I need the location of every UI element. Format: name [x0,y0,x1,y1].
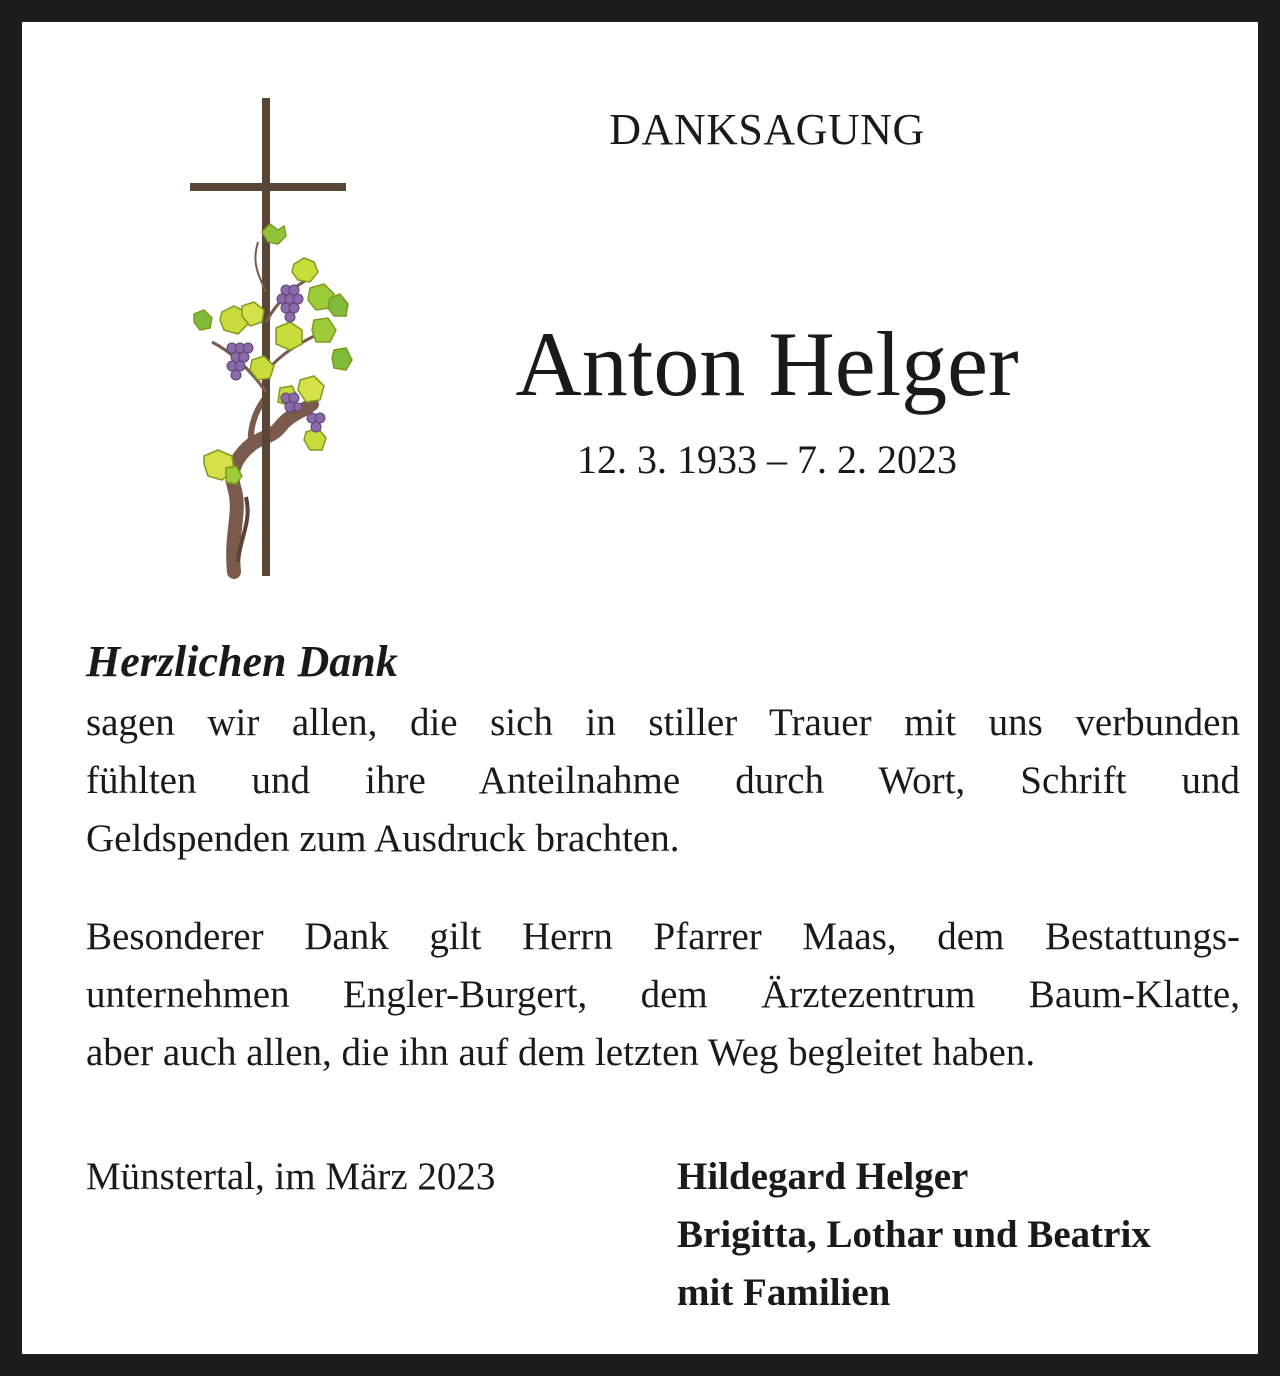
paragraph-line: aber auch allen, die ihn auf dem letzten Weg begleitet haben. [86,1031,1036,1074]
signer-line: mit Familien [677,1271,891,1314]
special-thanks-paragraph [86,908,1240,1082]
thanks-title: Herzlichen Dank [86,637,398,686]
place-and-date: Münstertal, im März 2023 [86,1155,496,1198]
signers-block [677,1148,1151,1322]
paragraph-line: fühlten und ihre Anteilnahme durch Wort, Schrift und [86,759,1240,802]
signer-line: Brigitta, Lothar und Beatrix [677,1213,1151,1256]
deceased-name: Anton Helger [515,313,1019,415]
paragraph-line: Besonderer Dank gilt Herrn Pfarrer Maas, dem Bestattungs- [86,915,1240,958]
thanks-paragraph [86,694,1240,868]
paragraph-line: sagen wir allen, die sich in stiller Trauer mit uns verbunden [86,701,1240,744]
notice-heading: DANKSAGUNG [609,105,925,154]
signer-line: Hildegard Helger [677,1155,969,1198]
paragraph-line: Geldspenden zum Ausdruck brachten. [86,817,680,860]
life-dates: 12. 3. 1933 – 7. 2. 2023 [577,437,957,482]
paragraph-line: unternehmen Engler-Burgert, dem Ärztezentrum Baum-Klatte, [86,973,1240,1016]
cross-with-grapevine-icon [182,92,382,582]
